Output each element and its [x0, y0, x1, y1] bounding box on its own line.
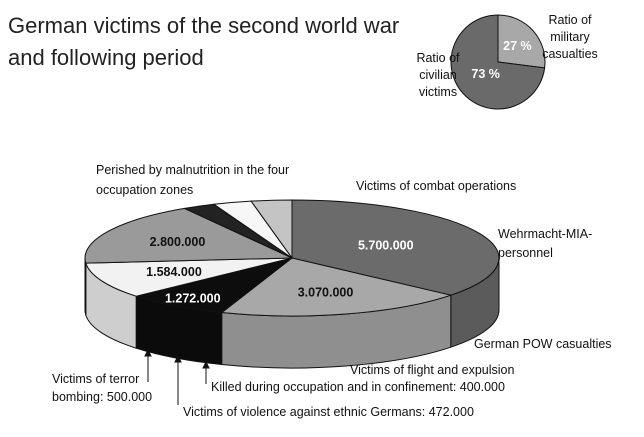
label-terror-1: Victims of terror: [52, 372, 140, 386]
label-military-2: military: [550, 30, 590, 44]
value-label-pow: 1.584.000: [146, 265, 202, 280]
label-civilian-3: victims: [418, 85, 458, 99]
value-label-flight_expulsion: 2.800.000: [149, 234, 206, 249]
label-civilian-1: Ratio of: [416, 51, 460, 65]
label-flight: Victims of flight and expulsion: [350, 363, 515, 377]
chart-title: German victims of the second world war and following period: [8, 13, 400, 70]
label-military-1: Ratio of: [548, 13, 592, 27]
label-malnutrition-1: Perished by malnutrition in the four: [96, 163, 290, 177]
value-label-combat: 3.070.000: [297, 285, 354, 300]
main-pie: [85, 200, 499, 368]
ratio-pie: [451, 15, 545, 109]
label-wehrmacht-1: Wehrmacht-MIA-: [498, 227, 593, 241]
ratio-value-military: 27 %: [503, 38, 532, 53]
label-military-3: casualties: [542, 47, 598, 61]
label-pow: German POW casualties: [474, 337, 612, 351]
label-civilian-2: civilian: [419, 68, 457, 82]
ratio-value-civilian: 73 %: [471, 66, 500, 81]
value-label-wehrmacht_mia: 1.272.000: [164, 291, 221, 306]
slice-side-flight_expulsion: [85, 258, 86, 315]
label-combat: Victims of combat operations: [356, 179, 517, 193]
label-terror-2: bombing: 500.000: [52, 390, 153, 404]
value-label-malnutrition: 5.700.000: [357, 238, 414, 253]
label-malnutrition-2: occupation zones: [96, 183, 194, 197]
label-wehrmacht-2: personnel: [498, 246, 553, 260]
label-occupation: Killed during occupation and in confinement: 400.000: [211, 380, 505, 394]
label-ethnic: Victims of violence against ethnic Germans: 472.000: [183, 405, 474, 419]
